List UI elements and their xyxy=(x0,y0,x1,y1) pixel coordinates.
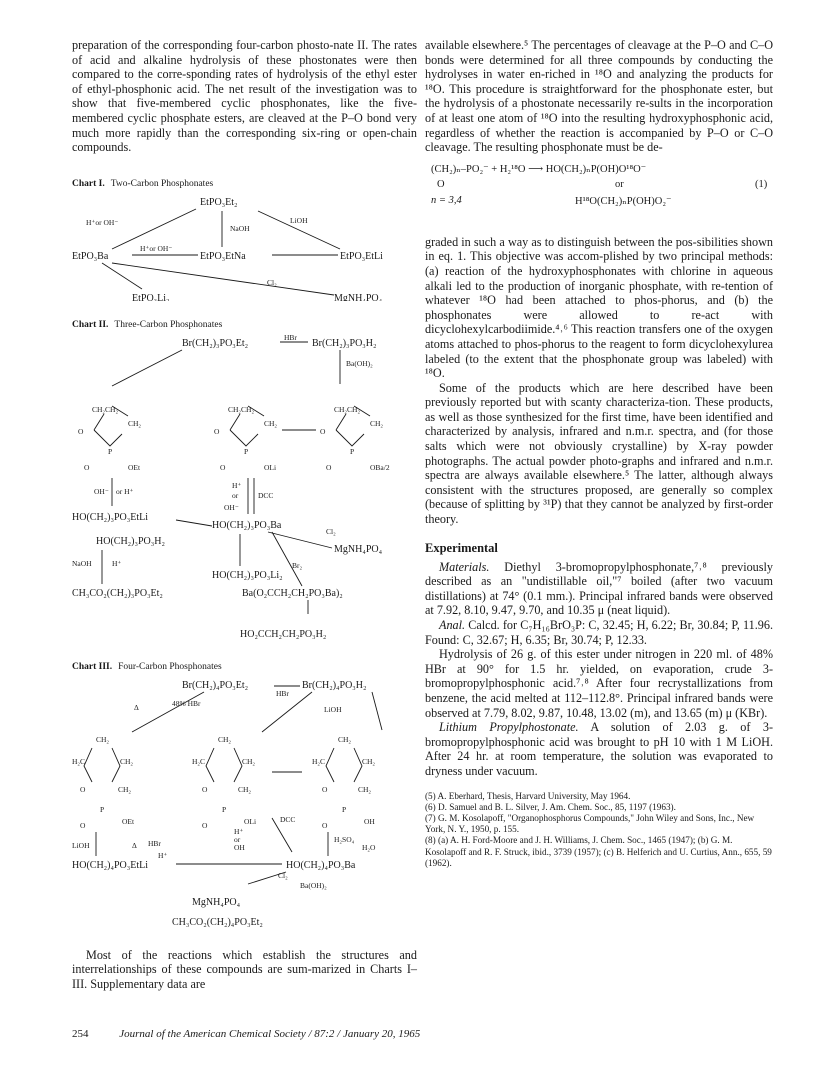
chart2-node-0: Br(CH₂)₃PO₃Et₂ xyxy=(182,337,249,349)
chart2-reagent-8: Cl₂ xyxy=(326,526,336,536)
right-paragraph-2: graded in such a way as to distinguish between the pos-sibilities shown in eq. 1. This objective was accom-plished by two principal methods: (a) reaction of the hydroxyphosphonates with chlorine in aqueous alkali led to the production of inorganic phosphate, with re-tention of whatever ¹⁸O had been attached to phos-phorus, and (b) the phosphonates were allowed to re-act with dicyclohexylcarbodiimide.⁴˒⁶ This reaction transfers one of the oxygen atoms attached to phos-phorus to the reagent to form dicyclohexylurea labeled (to the extent that the phosphonate group was labeled) with ¹⁸O. xyxy=(425,234,773,381)
equation-1 xyxy=(425,163,773,225)
ring-3 xyxy=(320,405,390,472)
chart2-reagent-7: DCC xyxy=(258,490,274,500)
svg-text:O: O xyxy=(80,784,86,794)
left-column xyxy=(72,38,417,992)
chart2-reagent-10: NaOH xyxy=(72,558,92,568)
hydrolysis-paragraph: Hydrolysis of 26 g. of this ester under nitrogen in 220 ml. of 48% HBr at 90° for 1.5 hr. yielded, on evaporation, crude 3-bromopropylphosphonic acid.⁷˒⁸ After four recrystallizations from benzene, the acid melted at 112–112.8°. Principal infrared bands were observed at 7.79, 8.02, 9.87, 10.48, 13.02 (m), and 13.65 (m) μ (KBr). xyxy=(425,647,773,720)
anal-label: Anal. xyxy=(439,618,466,632)
svg-text:P: P xyxy=(350,446,355,456)
svg-text:O: O xyxy=(84,462,90,472)
chart2-reagent-9: Br₂ xyxy=(292,560,303,570)
chart-1 xyxy=(72,179,417,306)
chart2-node-5: MgNH₄PO₄ xyxy=(334,543,383,555)
page-footer xyxy=(72,1028,420,1040)
reference-5: (5) A. Eberhard, Thesis, Harvard University, May 1964. xyxy=(425,790,631,801)
svg-text:O: O xyxy=(326,462,332,472)
chart3-reagent-0: HBr xyxy=(276,688,289,698)
chart1-node-1: EtPO₃Ba xyxy=(72,250,109,262)
chart2-node-9: HO₂CCH₂CH₂PO₃H₂ xyxy=(240,628,327,640)
chart3-reagent-7: H⁺ xyxy=(158,850,168,860)
chart1-reagent-4: Cl₂ xyxy=(267,277,277,287)
reference-8: (8) (a) A. H. Ford-Moore and J. H. Williams, J. Chem. Soc., 1465 (1947); (b) G. M. Kosolapoff and R. F. Struck, ibid., 3739 (1957); (c) B. Helferich and U. Curtius, Ann., 655, 59 (1962). xyxy=(425,835,772,868)
svg-text:CH₂: CH₂ xyxy=(238,784,252,794)
chart3-node-2: HO(CH₂)₄PO₃EtLi xyxy=(72,859,149,871)
materials-paragraph xyxy=(425,560,773,618)
svg-text:O: O xyxy=(80,820,86,830)
right-paragraph-1: available elsewhere.⁵ The percentages of cleavage at the P–O and C–O bonds were determined for all three compounds by conducting the hydrolyses in water en-riched in ¹⁸O and analyzing the products for ¹⁸O. This procedure is straightforward for the phosphonate ester, but the hydrolysis of a phostonate necessarily re-sults in the incorporation of at least one atom of ¹⁸O into the resulting hydroxyphosphonic acid, regardless of whether the reaction is accompanied by P–O or C–O cleavage. The resulting phosphonate must be de- xyxy=(425,38,773,155)
ring-4 xyxy=(72,735,135,830)
chart1-node-0: EtPO₃Et₂ xyxy=(200,196,238,208)
chart3-reagent-3: LiOH xyxy=(324,704,342,714)
chart3-reagent-11: DCC xyxy=(280,814,296,824)
svg-text:CH₂: CH₂ xyxy=(218,734,232,744)
svg-text:O: O xyxy=(220,462,226,472)
chart2-reagent-4: H⁺ xyxy=(232,480,242,490)
chart1-reagent-1: NaOH xyxy=(230,223,250,233)
svg-text:CH₂: CH₂ xyxy=(242,756,256,766)
chart3-node-3: HO(CH₂)₄PO₃Ba xyxy=(286,859,356,871)
equation-lhs: (CH₂)ₙ–PO₂⁻ + H₂¹⁸O ⟶ HO(CH₂)ₙP(OH)O¹⁸O⁻ xyxy=(431,163,647,175)
materials-label: Materials. xyxy=(439,559,490,574)
chart1-node-2: EtPO₃EtNa xyxy=(200,250,246,262)
chart2-reagent-3: or H⁺ xyxy=(116,486,134,496)
chart3-reagent-9: or xyxy=(234,834,241,844)
svg-text:CH₂: CH₂ xyxy=(358,784,372,794)
ring-2 xyxy=(214,405,277,472)
ring-6 xyxy=(312,735,375,830)
svg-text:O: O xyxy=(320,426,326,436)
chart2-reagent-6: OH⁻ xyxy=(224,502,239,512)
svg-text:P: P xyxy=(342,804,347,814)
svg-text:CH₂CH₂: CH₂CH₂ xyxy=(92,404,119,414)
journal-volume: / 87:2 / xyxy=(308,1028,341,1040)
references xyxy=(425,791,773,869)
chart2-node-1: Br(CH₂)₃PO₃H₂ xyxy=(312,337,377,349)
equation-number: (1) xyxy=(755,178,768,190)
chart-1-scheme xyxy=(72,189,417,301)
chart2-node-6: HO(CH₂)₃PO₃Li₂ xyxy=(212,569,283,581)
chart3-reagent-12: H₂SO₄ xyxy=(334,834,355,844)
ring-label-4: OLi xyxy=(244,816,257,826)
chart-3-scheme-bottom xyxy=(72,895,417,929)
svg-text:CH₂: CH₂ xyxy=(118,784,132,794)
right-paragraph-3: Some of the products which are here described have been previously reported but with scanty characteriza-tion. These products, as well as those synthesized for the first time, have been identified and characterized by analysis, infrared and n.m.r. spectra, and (for those salts which were not obviously crystalline) by X-ray powder photographs. The actual powder photo-graphs and infrared and n.m.r. spectra are always available elsewhere.⁵ The latter, although always consistent with the structures proposed, are generally so complex (because of splitting by ³¹P) that they cannot be analyzed by first-order theory. xyxy=(425,380,773,527)
svg-text:O: O xyxy=(214,426,220,436)
lithium-text: A solution of 2.03 g. of 3-bromopropylphosphonic acid was brought to pH 10 with 1 M LiOH. After 24 hr. at room temperature, the solution was evaporated to dryness under vacuum. xyxy=(425,720,773,778)
ring-1 xyxy=(78,405,141,472)
svg-text:O: O xyxy=(322,784,328,794)
closing-paragraph: Most of the reactions which establish the structures and interrelationships of these compounds are sum-marized in Charts I–III. Supplementary data are xyxy=(72,947,417,991)
chart1-node-3: EtPO₃EtLi xyxy=(340,250,383,262)
chart-2-label: Chart II. xyxy=(72,319,109,330)
chart1-reagent-0: H⁺or OH⁻ xyxy=(86,217,119,227)
svg-text:CH₂: CH₂ xyxy=(370,418,384,428)
chart3-node-4: MgNH₄PO₄ xyxy=(192,896,241,908)
svg-text:H₂C: H₂C xyxy=(192,756,206,766)
ring-label-2: OBa/2 xyxy=(370,462,390,472)
chart-3 xyxy=(72,662,417,934)
journal-name: Journal of the American Chemical Society xyxy=(119,1028,306,1040)
chart3-node-0: Br(CH₂)₄PO₃Et₂ xyxy=(182,679,249,691)
chart2-node-8: Ba(O₂CCH₂CH₂PO₃Ba)₂ xyxy=(242,587,343,599)
svg-text:O: O xyxy=(322,820,328,830)
svg-text:H₂C: H₂C xyxy=(72,756,86,766)
equation-alt: H¹⁸O(CH₂)ₙP(OH)O₂⁻ xyxy=(575,195,672,207)
svg-text:CH₂: CH₂ xyxy=(128,418,142,428)
chart-3-label: Chart III. xyxy=(72,661,113,672)
chart3-node-5: CH₃CO₂(CH₂)₄PO₃Et₂ xyxy=(172,916,263,928)
page-number: 254 xyxy=(72,1028,89,1040)
chart1-reagent-2: LiOH xyxy=(290,215,308,225)
reference-6: (6) D. Samuel and B. L. Silver, J. Am. Chem. Soc., 85, 1197 (1963). xyxy=(425,801,676,812)
chart-2-title: Three-Carbon Phosphonates xyxy=(114,319,223,330)
intro-paragraph: preparation of the corresponding four-carbon phosto-nate II. The rates of acid and alkaline hydrolysis of these phostonates were then compared to the corre-sponding rates of hydrolysis of the ethyl ester of ethyl-phosphonic acid. The net result of the investigation was to show that five-membered cyclic phosphonates, like the five-membered cyclic phosphate esters, are cleaved at the P–O bond very much more rapidly than the corresponding six-ring or open-chain compounds. xyxy=(72,38,417,155)
chart2-reagent-5: or xyxy=(232,490,239,500)
chart2-reagent-11: H⁺ xyxy=(112,558,122,568)
anal-text: Calcd. for C₇H₁₆BrO₃P: C, 32.45; H, 6.22; Br, 30.84; P, 11.96. Found: C, 32.67; H, 6.35; Br, 30.74; P, 12.33. xyxy=(425,618,774,647)
ring-label-1: OLi xyxy=(264,462,277,472)
experimental-heading: Experimental xyxy=(425,540,498,555)
chart3-reagent-13: H₂O xyxy=(362,842,376,852)
svg-text:O: O xyxy=(202,820,208,830)
journal-date: January 20, 1965 xyxy=(342,1028,421,1040)
chart-1-title: Two-Carbon Phosphonates xyxy=(110,178,214,189)
lithium-label: Lithium Propylphostonate. xyxy=(439,720,579,735)
ring-label-5: OH xyxy=(364,816,375,826)
chart2-reagent-1: Ba(OH)₂ xyxy=(346,358,373,368)
chart-2 xyxy=(72,320,417,640)
svg-text:CH₂: CH₂ xyxy=(120,756,134,766)
svg-text:CH₂: CH₂ xyxy=(338,734,352,744)
svg-text:CH₂: CH₂ xyxy=(362,756,376,766)
materials-text: Diethyl 3-bromopropylphosphonate,⁷˒⁸ previously described as an "undistillable oil,"⁷ boiled (after two vacuum distillations) at 74° (0.1 mm.). Principal infrared bands were observed at 7.92, 8.10, 9.47, 9.70, and 10.35 μ (neat liquid). xyxy=(425,559,773,618)
svg-text:O: O xyxy=(202,784,208,794)
chart1-reagent-3: H⁺or OH⁻ xyxy=(140,243,173,253)
right-column xyxy=(425,38,773,869)
ring-5 xyxy=(192,735,256,830)
chart3-reagent-1: Δ xyxy=(134,702,139,712)
chart2-reagent-0: HBr xyxy=(284,332,297,342)
svg-text:H₂C: H₂C xyxy=(312,756,326,766)
svg-text:P: P xyxy=(108,446,113,456)
chart2-node-2: HO(CH₂)₃PO₃EtLi xyxy=(72,511,149,523)
svg-text:P: P xyxy=(244,446,249,456)
chart1-node-5: MgNH₄PO₄ xyxy=(334,292,383,301)
chart-3-scheme xyxy=(72,672,417,890)
svg-text:P: P xyxy=(100,804,105,814)
chart3-reagent-15: Ba(OH)₂ xyxy=(300,880,327,890)
lithium-paragraph xyxy=(425,720,773,778)
chart2-reagent-2: OH⁻ xyxy=(94,486,109,496)
chart1-node-4: EtPO₃Li₂ xyxy=(132,292,170,301)
equation-or: or xyxy=(615,178,624,190)
chart-2-scheme xyxy=(72,330,417,620)
svg-text:CH₂: CH₂ xyxy=(264,418,278,428)
chart-3-title: Four-Carbon Phosphonates xyxy=(118,661,222,672)
chart3-reagent-6: HBr xyxy=(148,838,161,848)
chart2-node-7: CH₃CO₂(CH₂)₃PO₃Et₂ xyxy=(72,587,163,599)
ring-label-0: OEt xyxy=(128,462,141,472)
chart2-node-3: HO(CH₂)₃PO₃H₂ xyxy=(96,535,165,547)
chart3-reagent-2: 48% HBr xyxy=(172,698,201,708)
reference-7: (7) G. M. Kosolapoff, "Organophosphorus Compounds," John Wiley and Sons, Inc., New York, N. Y., 1950, p. 155. xyxy=(425,812,755,835)
svg-text:CH₂: CH₂ xyxy=(96,734,110,744)
chart3-reagent-8: H⁺ xyxy=(234,826,244,836)
svg-text:P: P xyxy=(222,804,227,814)
svg-text:O: O xyxy=(78,426,84,436)
ring-label-3: OEt xyxy=(122,816,135,826)
chart-1-label: Chart I. xyxy=(72,178,105,189)
chart3-reagent-10: OH xyxy=(234,842,245,852)
chart3-reagent-14: Cl₂ xyxy=(278,870,288,880)
chart3-reagent-5: Δ xyxy=(132,840,137,850)
chart3-reagent-4: LiOH xyxy=(72,840,90,850)
equation-ring-o: O xyxy=(437,178,445,190)
chart3-node-1: Br(CH₂)₄PO₃H₂ xyxy=(302,679,367,691)
equation-n: n = 3,4 xyxy=(431,194,462,206)
anal-paragraph xyxy=(425,618,773,647)
chart2-node-4: HO(CH₂)₃PO₃Ba xyxy=(212,519,282,531)
svg-text:CH₂CH₂: CH₂CH₂ xyxy=(334,404,361,414)
svg-text:CH₂CH₂: CH₂CH₂ xyxy=(228,404,255,414)
